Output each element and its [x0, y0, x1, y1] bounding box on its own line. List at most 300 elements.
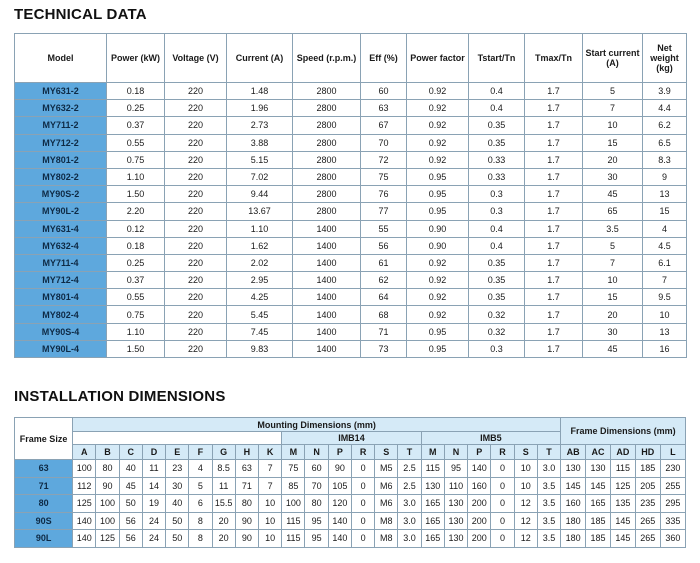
tech-cell: 0.32 [469, 306, 525, 323]
tech-cell: 10 [583, 117, 643, 134]
tech-cell: 5 [583, 237, 643, 254]
dim-cell: 63 [235, 460, 258, 478]
dim-cell: 7 [259, 477, 282, 495]
dim-cell: 125 [96, 530, 119, 548]
tech-cell: 2800 [293, 100, 361, 117]
tech-cell: 3.9 [643, 83, 687, 100]
tech-cell: 1400 [293, 254, 361, 271]
tech-row [15, 323, 687, 340]
tech-cell: 220 [165, 272, 227, 289]
dim-cell: 100 [96, 495, 119, 513]
tech-cell: 0.90 [407, 237, 469, 254]
dim-cell: 3.0 [398, 530, 421, 548]
dim-col-label: D [142, 445, 165, 460]
dim-cell: 0 [351, 477, 374, 495]
dim-cell: 2.5 [398, 477, 421, 495]
frame-size-header: Frame Size [15, 418, 73, 460]
tech-cell: 1.7 [525, 83, 583, 100]
dim-cell: 10 [259, 512, 282, 530]
frame-size-cell: 63 [15, 460, 73, 478]
dim-col-label: N [305, 445, 328, 460]
dim-col-label: S [514, 445, 537, 460]
dim-cell: 50 [166, 512, 189, 530]
tech-cell: 2800 [293, 168, 361, 185]
dim-col-label: E [166, 445, 189, 460]
dim-col-label: M [421, 445, 444, 460]
dim-cell: 95 [305, 530, 328, 548]
model-cell: MY712-2 [15, 134, 107, 151]
dim-cell: 0 [491, 460, 514, 478]
tech-cell: 2800 [293, 117, 361, 134]
tech-cell: 72 [361, 151, 407, 168]
tech-cell: 4.25 [227, 289, 293, 306]
tech-cell: 5.15 [227, 151, 293, 168]
tech-cell: 2.02 [227, 254, 293, 271]
tech-row [15, 134, 687, 151]
tech-cell: 1.50 [107, 340, 165, 357]
model-cell: MY90L-2 [15, 203, 107, 220]
dim-cell: 205 [635, 477, 660, 495]
tech-col-header: Model [15, 34, 107, 83]
dim-cell: 165 [586, 495, 611, 513]
model-cell: MY631-2 [15, 83, 107, 100]
tech-col-header: Eff (%) [361, 34, 407, 83]
tech-row [15, 289, 687, 306]
frame-size-cell: 71 [15, 477, 73, 495]
dim-cell: 235 [635, 495, 660, 513]
model-cell: MY631-4 [15, 220, 107, 237]
tech-cell: 220 [165, 340, 227, 357]
dim-cell: 24 [142, 530, 165, 548]
tech-col-header: Tmax/Tn [525, 34, 583, 83]
tech-cell: 2800 [293, 203, 361, 220]
dim-col-label: T [537, 445, 560, 460]
tech-cell: 220 [165, 323, 227, 340]
dim-cell: 50 [119, 495, 142, 513]
tech-cell: 9.44 [227, 186, 293, 203]
tech-cell: 1.7 [525, 168, 583, 185]
tech-cell: 56 [361, 237, 407, 254]
tech-cell: 220 [165, 220, 227, 237]
dim-col-label: AC [586, 445, 611, 460]
dim-cell: 10 [514, 477, 537, 495]
tech-cell: 67 [361, 117, 407, 134]
tech-cell: 0.92 [407, 117, 469, 134]
dim-cell: M5 [375, 460, 398, 478]
dim-cell: 180 [561, 530, 586, 548]
tech-col-header: Power factor [407, 34, 469, 83]
dim-cell: 125 [73, 495, 96, 513]
tech-cell: 64 [361, 289, 407, 306]
tech-cell: 15 [643, 203, 687, 220]
tech-cell: 220 [165, 151, 227, 168]
tech-cell: 0.4 [469, 237, 525, 254]
model-cell: MY632-4 [15, 237, 107, 254]
tech-cell: 0.4 [469, 220, 525, 237]
tech-cell: 1.48 [227, 83, 293, 100]
dim-cell: 165 [421, 530, 444, 548]
tech-row [15, 340, 687, 357]
dim-col-label: N [444, 445, 467, 460]
tech-cell: 1.7 [525, 220, 583, 237]
dim-cell: 12 [514, 495, 537, 513]
dim-cell: 71 [235, 477, 258, 495]
tech-row [15, 186, 687, 203]
tech-cell: 0.18 [107, 237, 165, 254]
dim-cell: 115 [421, 460, 444, 478]
model-cell: MY801-2 [15, 151, 107, 168]
dim-cell: 165 [421, 512, 444, 530]
tech-cell: 61 [361, 254, 407, 271]
dim-col-label: AD [610, 445, 635, 460]
tech-cell: 0.90 [407, 220, 469, 237]
frame-size-cell: 90S [15, 512, 73, 530]
dim-cell: 100 [96, 512, 119, 530]
dim-cell: 0 [351, 530, 374, 548]
tech-cell: 7.02 [227, 168, 293, 185]
tech-row [15, 168, 687, 185]
tech-col-header: Voltage (V) [165, 34, 227, 83]
dim-row [15, 512, 686, 530]
tech-cell: 62 [361, 272, 407, 289]
tech-cell: 2800 [293, 134, 361, 151]
dim-cell: 105 [328, 477, 351, 495]
tech-cell: 0.33 [469, 168, 525, 185]
dim-cell: 145 [610, 530, 635, 548]
tech-cell: 0.37 [107, 117, 165, 134]
tech-cell: 71 [361, 323, 407, 340]
dim-cell: 230 [660, 460, 685, 478]
tech-cell: 1.50 [107, 186, 165, 203]
tech-cell: 0.25 [107, 100, 165, 117]
tech-row [15, 237, 687, 254]
tech-cell: 8.3 [643, 151, 687, 168]
dim-cell: 115 [282, 512, 305, 530]
tech-cell: 5.45 [227, 306, 293, 323]
tech-cell: 1.7 [525, 186, 583, 203]
dim-cell: 130 [421, 477, 444, 495]
tech-cell: 0.95 [407, 323, 469, 340]
tech-cell: 2800 [293, 151, 361, 168]
dim-cell: 125 [610, 477, 635, 495]
technical-data-title: TECHNICAL DATA [14, 6, 147, 23]
dim-cell: 200 [468, 530, 491, 548]
dim-cell: 200 [468, 512, 491, 530]
dim-col-label: R [351, 445, 374, 460]
tech-row [15, 254, 687, 271]
dim-cell: 3.0 [398, 512, 421, 530]
dim-cell: 11 [142, 460, 165, 478]
dim-cell: 120 [328, 495, 351, 513]
tech-cell: 0.4 [469, 100, 525, 117]
tech-cell: 0.35 [469, 117, 525, 134]
tech-cell: 2.95 [227, 272, 293, 289]
dim-cell: 130 [586, 460, 611, 478]
dim-cell: 200 [468, 495, 491, 513]
dim-cell: 165 [421, 495, 444, 513]
tech-cell: 0.92 [407, 134, 469, 151]
tech-cell: 1400 [293, 272, 361, 289]
dim-cell: 85 [282, 477, 305, 495]
dim-cell: 40 [166, 495, 189, 513]
tech-cell: 1.7 [525, 340, 583, 357]
tech-cell: 0.92 [407, 151, 469, 168]
tech-cell: 1400 [293, 289, 361, 306]
tech-cell: 65 [583, 203, 643, 220]
dim-cell: 3.5 [537, 477, 560, 495]
dim-cell: 40 [119, 460, 142, 478]
dim-cell: 115 [282, 530, 305, 548]
dim-cell: 24 [142, 512, 165, 530]
tech-col-header: Current (A) [227, 34, 293, 83]
dim-cell: 5 [189, 477, 212, 495]
tech-cell: 4.5 [643, 237, 687, 254]
dim-cell: 3.5 [537, 512, 560, 530]
dim-cell: 145 [610, 512, 635, 530]
tech-cell: 0.3 [469, 340, 525, 357]
dim-cell: 56 [119, 512, 142, 530]
tech-cell: 0.95 [407, 186, 469, 203]
tech-cell: 7.45 [227, 323, 293, 340]
dim-cell: 140 [73, 512, 96, 530]
tech-cell: 1.7 [525, 323, 583, 340]
dim-cell: 110 [444, 477, 467, 495]
tech-cell: 220 [165, 168, 227, 185]
tech-cell: 77 [361, 203, 407, 220]
tech-cell: 1.10 [227, 220, 293, 237]
frame-size-cell: 90L [15, 530, 73, 548]
dim-cell: 145 [561, 477, 586, 495]
tech-cell: 1400 [293, 237, 361, 254]
dim-cell: 50 [166, 530, 189, 548]
dim-cell: 295 [660, 495, 685, 513]
tech-cell: 0.95 [407, 340, 469, 357]
model-cell: MY90S-2 [15, 186, 107, 203]
model-cell: MY90L-4 [15, 340, 107, 357]
dim-cell: 0 [351, 460, 374, 478]
dim-cell: 4 [189, 460, 212, 478]
dim-cell: 20 [212, 512, 235, 530]
dim-cell: 185 [635, 460, 660, 478]
tech-cell: 7 [583, 100, 643, 117]
tech-cell: 0.75 [107, 151, 165, 168]
tech-cell: 220 [165, 254, 227, 271]
dim-cell: 160 [468, 477, 491, 495]
tech-cell: 1.7 [525, 272, 583, 289]
dim-cell: 20 [212, 530, 235, 548]
dim-cell: 80 [235, 495, 258, 513]
tech-col-header: Speed (r.p.m.) [293, 34, 361, 83]
tech-cell: 9.5 [643, 289, 687, 306]
tech-col-header: Net weight (kg) [643, 34, 687, 83]
dim-col-label: P [328, 445, 351, 460]
dim-cell: 0 [491, 477, 514, 495]
tech-cell: 30 [583, 323, 643, 340]
dim-cell: 100 [73, 460, 96, 478]
frame-dimensions-header: Frame Dimensions (mm) [561, 418, 686, 445]
model-cell: MY802-2 [15, 168, 107, 185]
tech-cell: 0.12 [107, 220, 165, 237]
tech-cell: 55 [361, 220, 407, 237]
dim-cell: 145 [586, 477, 611, 495]
tech-cell: 0.92 [407, 254, 469, 271]
tech-cell: 73 [361, 340, 407, 357]
dim-cell: 140 [73, 530, 96, 548]
dim-cell: 185 [586, 512, 611, 530]
tech-col-header: Power (kW) [107, 34, 165, 83]
dim-cell: 90 [235, 512, 258, 530]
dim-cell: 140 [328, 530, 351, 548]
tech-row [15, 83, 687, 100]
tech-col-header: Start current (A) [583, 34, 643, 83]
dim-cell: 130 [444, 512, 467, 530]
tech-cell: 7 [583, 254, 643, 271]
dim-col-label: T [398, 445, 421, 460]
model-cell: MY90S-4 [15, 323, 107, 340]
dim-cell: 95 [305, 512, 328, 530]
dim-cell: 8 [189, 512, 212, 530]
tech-cell: 1.10 [107, 323, 165, 340]
dim-cell: 360 [660, 530, 685, 548]
dim-cell: 23 [166, 460, 189, 478]
model-cell: MY711-2 [15, 117, 107, 134]
dim-col-label: M [282, 445, 305, 460]
dim-cell: 0 [491, 512, 514, 530]
tech-cell: 15 [583, 289, 643, 306]
dim-cell: M8 [375, 530, 398, 548]
dim-cell: 185 [586, 530, 611, 548]
model-cell: MY801-4 [15, 289, 107, 306]
tech-cell: 220 [165, 83, 227, 100]
dim-cell: 265 [635, 530, 660, 548]
dim-col-label: AB [561, 445, 586, 460]
tech-cell: 0.18 [107, 83, 165, 100]
dim-cell: 130 [444, 495, 467, 513]
dim-cell: 100 [282, 495, 305, 513]
tech-cell: 0.92 [407, 100, 469, 117]
tech-cell: 10 [643, 306, 687, 323]
tech-cell: 1400 [293, 340, 361, 357]
dim-cell: 14 [142, 477, 165, 495]
tech-cell: 0.35 [469, 134, 525, 151]
tech-row [15, 272, 687, 289]
tech-cell: 1400 [293, 323, 361, 340]
tech-cell: 1400 [293, 306, 361, 323]
dim-cell: 90 [96, 477, 119, 495]
dim-cell: 265 [635, 512, 660, 530]
dim-cell: 255 [660, 477, 685, 495]
tech-row [15, 117, 687, 134]
dim-cell: 130 [444, 530, 467, 548]
tech-cell: 7 [643, 272, 687, 289]
mounting-dimensions-header: Mounting Dimensions (mm) [73, 418, 561, 432]
tech-cell: 1.7 [525, 151, 583, 168]
tech-row [15, 151, 687, 168]
dim-row [15, 530, 686, 548]
dim-cell: 335 [660, 512, 685, 530]
tech-cell: 13 [643, 323, 687, 340]
dim-cell: 12 [514, 512, 537, 530]
dim-cell: 0 [351, 512, 374, 530]
dim-cell: 180 [561, 512, 586, 530]
dim-cell: 160 [561, 495, 586, 513]
tech-cell: 9.83 [227, 340, 293, 357]
tech-cell: 1.7 [525, 203, 583, 220]
tech-cell: 20 [583, 151, 643, 168]
dim-cell: 56 [119, 530, 142, 548]
dim-col-label: F [189, 445, 212, 460]
dim-cell: 130 [561, 460, 586, 478]
dim-col-label: H [235, 445, 258, 460]
imb5-header: IMB5 [421, 432, 560, 445]
dim-cell: 0 [491, 530, 514, 548]
tech-cell: 0.4 [469, 83, 525, 100]
tech-cell: 6.2 [643, 117, 687, 134]
tech-cell: 0.92 [407, 289, 469, 306]
tech-cell: 5 [583, 83, 643, 100]
dim-cell: M6 [375, 477, 398, 495]
tech-cell: 16 [643, 340, 687, 357]
dim-cell: 112 [73, 477, 96, 495]
tech-cell: 15 [583, 134, 643, 151]
tech-cell: 20 [583, 306, 643, 323]
tech-cell: 0.75 [107, 306, 165, 323]
tech-cell: 63 [361, 100, 407, 117]
technical-data-table [14, 33, 687, 358]
tech-cell: 0.95 [407, 203, 469, 220]
tech-cell: 0.25 [107, 254, 165, 271]
dim-row [15, 460, 686, 478]
tech-cell: 6.1 [643, 254, 687, 271]
dim-cell: 8 [189, 530, 212, 548]
tech-cell: 220 [165, 134, 227, 151]
tech-cell: 220 [165, 203, 227, 220]
tech-cell: 76 [361, 186, 407, 203]
dim-col-label: A [73, 445, 96, 460]
dim-cell: 135 [610, 495, 635, 513]
tech-cell: 1.96 [227, 100, 293, 117]
dim-cell: M6 [375, 495, 398, 513]
dim-cell: 10 [259, 530, 282, 548]
dim-cell: 70 [305, 477, 328, 495]
tech-cell: 1.7 [525, 117, 583, 134]
tech-cell: 2.20 [107, 203, 165, 220]
installation-dimensions-table [14, 417, 686, 548]
dim-col-label: P [468, 445, 491, 460]
dimension-column-labels [15, 445, 686, 460]
dim-cell: 0 [351, 495, 374, 513]
tech-cell: 3.5 [583, 220, 643, 237]
tech-cell: 0.92 [407, 83, 469, 100]
tech-cell: 220 [165, 117, 227, 134]
tech-cell: 220 [165, 100, 227, 117]
tech-cell: 0.3 [469, 203, 525, 220]
tech-cell: 13.67 [227, 203, 293, 220]
tech-row [15, 306, 687, 323]
tech-cell: 9 [643, 168, 687, 185]
tech-col-header: Tstart/Tn [469, 34, 525, 83]
tech-cell: 1.7 [525, 306, 583, 323]
dim-cell: 80 [96, 460, 119, 478]
tech-cell: 0.92 [407, 306, 469, 323]
tech-cell: 4.4 [643, 100, 687, 117]
tech-cell: 1.7 [525, 254, 583, 271]
tech-cell: 220 [165, 186, 227, 203]
dim-cell: 10 [514, 460, 537, 478]
dim-col-label: S [375, 445, 398, 460]
tech-cell: 45 [583, 186, 643, 203]
mounting-spacer [73, 432, 282, 445]
